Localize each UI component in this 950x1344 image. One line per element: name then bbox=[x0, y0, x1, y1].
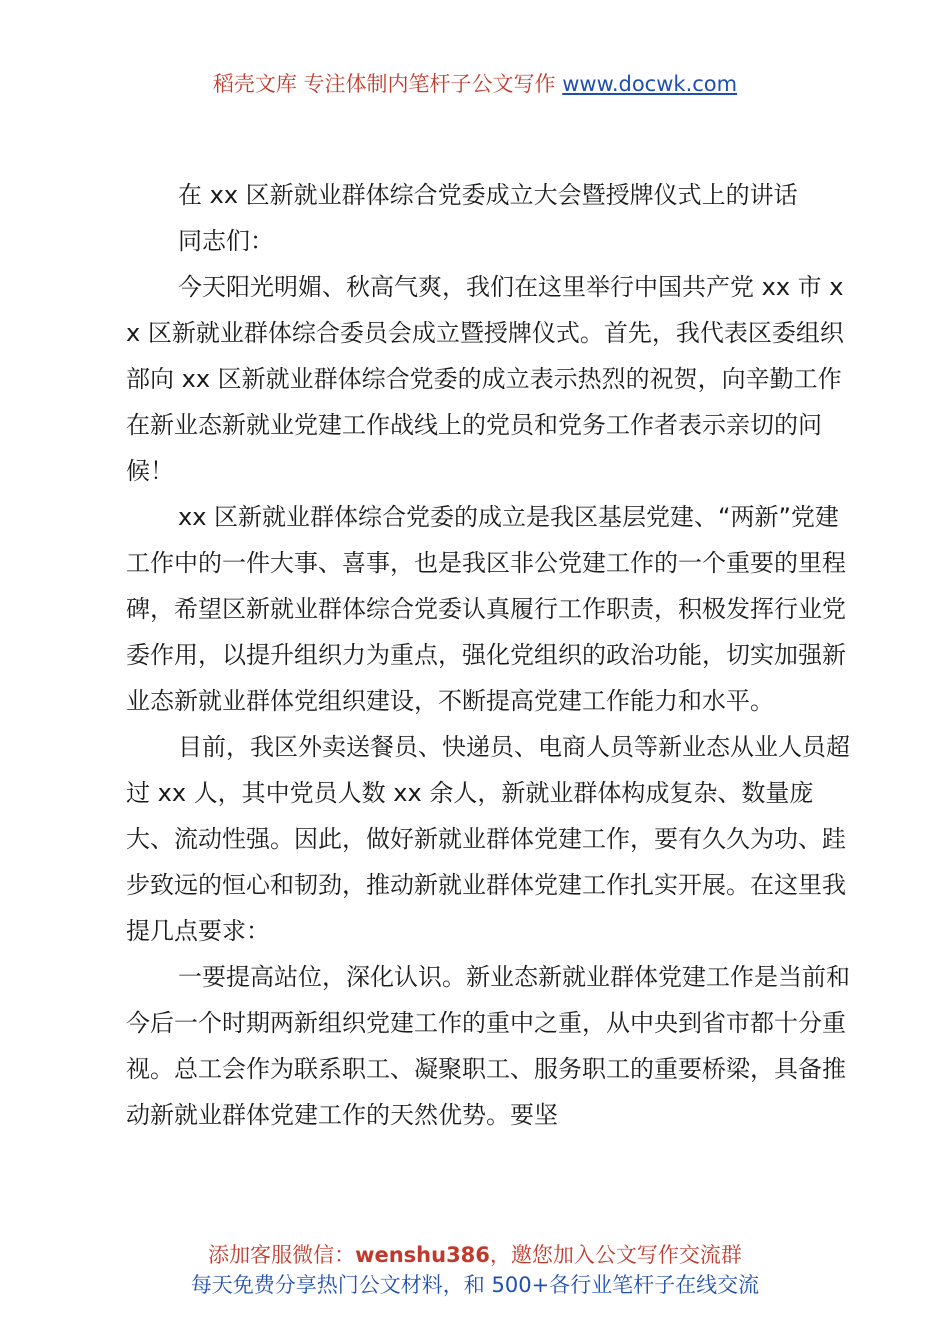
paragraph: 目前，我区外卖送餐员、快递员、电商人员等新业态从业人员超过 xx 人，其中党员人数 xx 余人，新就业群体构成复杂、数量庞大、流动性强。因此，做好新就业群体党建工作，要有久久为功、跬步致远的恒心和韧劲，推动新就业群体党建工作扎实开展。在这里我提几点要求： bbox=[126, 733, 850, 945]
footer-wechat-prefix: 添加客服微信： bbox=[208, 1243, 356, 1267]
paragraph: 一要提高站位，深化认识。新业态新就业群体党建工作是当前和今后一个时期两新组织党建工作的重中之重，从中央到省市都十分重视。总工会作为联系职工、凝聚职工、服务职工的重要桥梁，具备推动新就业群体党建工作的天然优势。要坚 bbox=[126, 963, 850, 1129]
paragraph: 今天阳光明媚、秋高气爽，我们在这里举行中国共产党 xx 市 xx 区新就业群体综合委员会成立暨授牌仪式。首先，我代表区委组织部向 xx 区新就业群体综合党委的成立表示热烈的祝贺，向辛勤工作在新业态新就业党建工作战线上的党员和党务工作者表示亲切的问候！ bbox=[126, 273, 844, 485]
footer-share-line: 每天免费分享热门公文材料，和 500+各行业笔杆子在线交流 bbox=[190, 1273, 760, 1297]
footer-wechat-id: wenshu386 bbox=[355, 1243, 490, 1267]
footer-wechat-line bbox=[0, 1240, 950, 1270]
paragraph: xx 区新就业群体综合党委的成立是我区基层党建、“两新”党建工作中的一件大事、喜事，也是我区非公党建工作的一个重要的里程碑，希望区新就业群体综合党委认真履行工作职责，积极发挥行业党委作用，以提升组织力为重点，强化党组织的政治功能，切实加强新业态新就业群体党组织建设，不断提高党建工作能力和水平。 bbox=[126, 503, 846, 715]
salutation: 同志们： bbox=[178, 227, 274, 255]
promo-footer bbox=[0, 1240, 950, 1300]
document-body bbox=[126, 172, 856, 1138]
site-header bbox=[0, 70, 950, 98]
document-title: 在 xx 区新就业群体综合党委成立大会暨授牌仪式上的讲话 bbox=[178, 181, 798, 209]
footer-wechat-suffix: ，邀您加入公文写作交流群 bbox=[489, 1243, 742, 1267]
site-url-link[interactable]: www.docwk.com bbox=[562, 72, 738, 96]
site-slogan: 稻壳文库 专注体制内笔杆子公文写作 bbox=[212, 72, 563, 96]
